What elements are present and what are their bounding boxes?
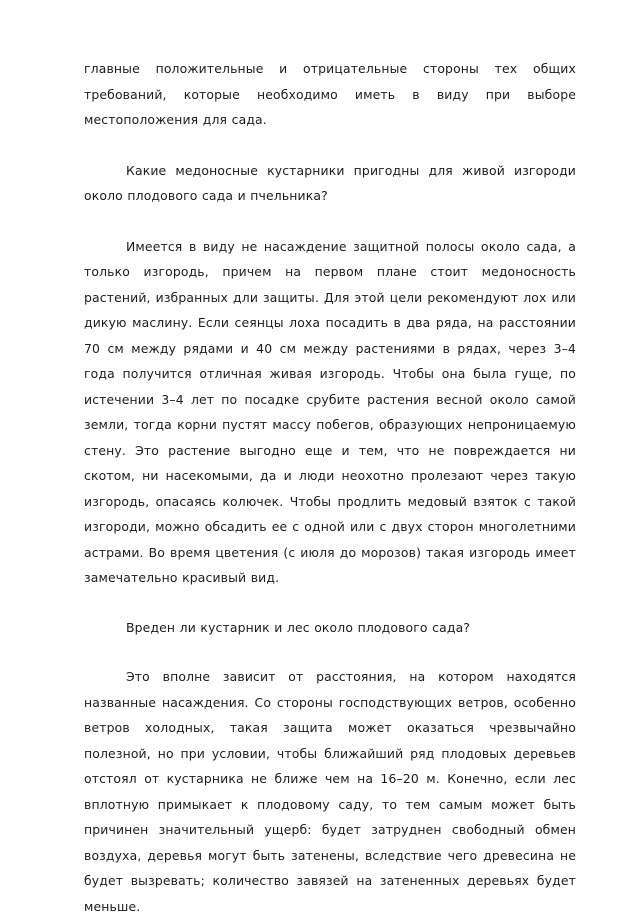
paragraph-spacer bbox=[84, 591, 576, 615]
page-text-column bbox=[84, 56, 576, 919]
paragraph-spacer bbox=[84, 209, 576, 234]
answer-paragraph-1: Имеется в виду не насаждение защитной полосы около сада, а только изгородь, причем на первом плане стоит медоносность растений, избранных дли защиты. Для этой цели рекомендуют лох или дикую маслину. Если сеянцы лоха посадить в два ряда, на расстоянии 70 см между рядами и 40 см между растениями в рядах, через 3–4 года получится отличная живая изгородь. Чтобы она была гуще, по истечении 3–4 лет по посадке срубите растения весной около самой земли, тогда корни пустят массу побегов, образующих непроницаемую стену. Это растение выгодно еще и тем, что не повреждается ни скотом, ни насекомыми, да и люди неохотно пролезают через такую изгородь, опасаясь колючек. Чтобы продлить медовый взяток с такой изгороди, можно обсадить ее с одной или с двух сторон многолетними астрами. Во время цветения (с июля до морозов) такая изгородь имеет замечательно красивый вид. bbox=[84, 238, 576, 585]
paragraph-spacer bbox=[84, 640, 576, 664]
question-heading-1: Какие медоносные кустарники пригодны для живой изгороди около плодового сада и пчельника? bbox=[84, 162, 576, 203]
answer-paragraph-2: Это вполне зависит от расстояния, на котором находятся названные насаждения. Со стороны господствующих ветров, особенно ветров холодных, такая защита может оказаться чрезвычайно полезной, но при условии, чтобы ближайший ряд плодовых деревьев отстоял от кустарника не ближе чем на 16–20 м. Конечно, если лес вплотную примыкает к плодовому саду, то тем самым может быть причинен значительный ущерб: будет затруднен свободный обмен воздуха, деревья могут быть затенены, вследствие чего древесина не будет вызревать; количество завязей на затененных деревьях будет меньше. bbox=[84, 669, 576, 914]
paragraph-continued: главные положительные и отрицательные стороны тех общих требований, которые необходимо иметь в виду при выборе местоположения для сада. bbox=[84, 61, 576, 127]
paragraph-spacer bbox=[84, 133, 576, 158]
question-heading-2: Вреден ли кустарник и лес около плодового сада? bbox=[126, 619, 471, 635]
